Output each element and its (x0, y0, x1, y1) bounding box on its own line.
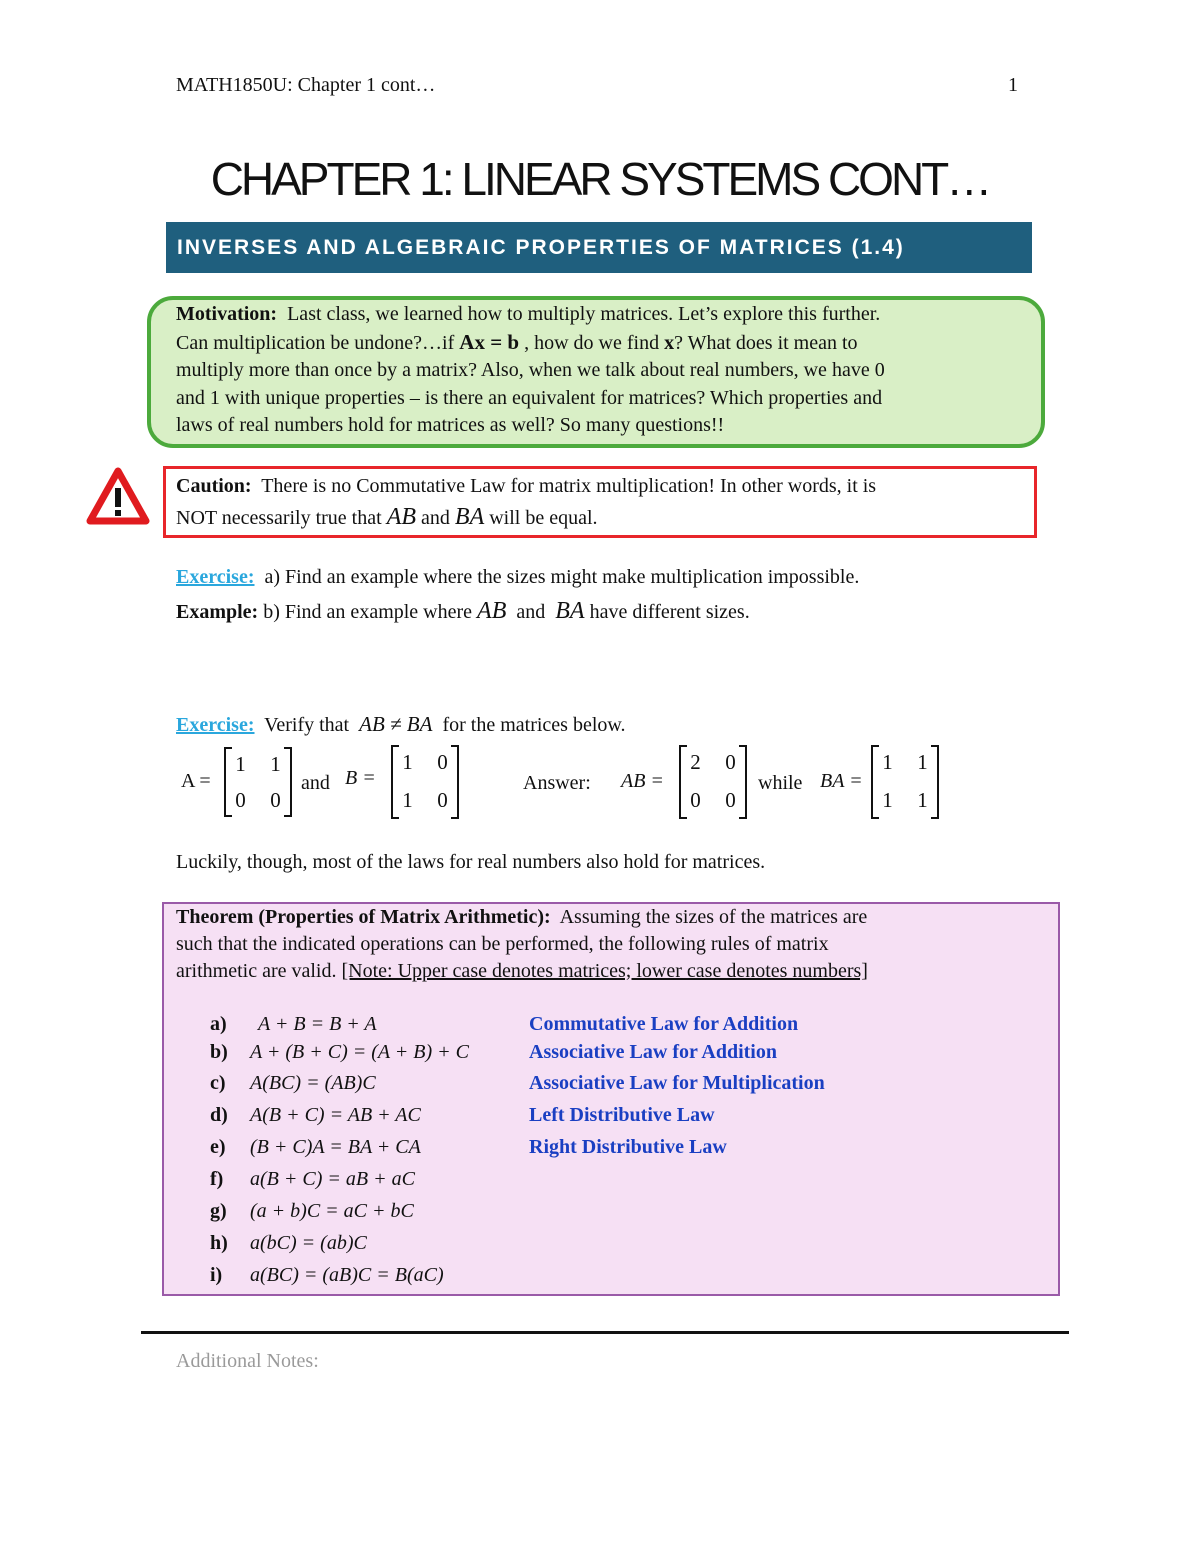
caution-label: Caution: (176, 475, 252, 497)
exercise-a-text: a) Find an example where the sizes might make multiplication impossible. (264, 566, 860, 588)
rule-label: g) (210, 1200, 227, 1222)
rule-row (210, 1136, 970, 1168)
matrix-cell: 1 (235, 752, 246, 776)
rule-row (210, 1072, 970, 1104)
matrix-ba-body (870, 744, 940, 820)
exercise-a (176, 566, 859, 589)
rule-row (210, 1168, 970, 1200)
caution-and: and (421, 507, 450, 529)
rule-law-name: Right Distributive Law (529, 1136, 727, 1158)
warning-triangle-icon (86, 467, 150, 525)
exercise-verify-text-a: Verify that (264, 714, 350, 736)
matrix-cell: 1 (882, 788, 893, 812)
rule-equation: A(B + C) = AB + AC (250, 1104, 421, 1126)
equation-ax-b: Ax = b (459, 329, 520, 354)
and-text: and (301, 772, 330, 794)
rule-equation: a(BC) = (aB)C = B(aC) (250, 1264, 444, 1286)
rule-row (210, 1232, 970, 1264)
rule-label: d) (210, 1104, 228, 1126)
caution-ba: BA (454, 504, 485, 530)
matrix-a-label: A = (181, 770, 211, 792)
motivation-line-2a: Can multiplication be undone?…if (176, 331, 455, 354)
theorem-line-1: Assuming the sizes of the matrices are (559, 906, 868, 928)
rule-row (210, 1041, 970, 1072)
rule-law-name: Commutative Law for Addition (529, 1013, 799, 1035)
footer-divider (141, 1331, 1069, 1334)
matrix-cell: 1 (402, 788, 413, 812)
rule-equation: A + (B + C) = (A + B) + C (250, 1041, 469, 1063)
matrix-cell: 1 (917, 750, 928, 774)
ab-label: AB = (621, 770, 664, 792)
motivation-label: Motivation: (176, 303, 278, 325)
ba-label: BA = (820, 770, 863, 792)
example-b (176, 598, 750, 625)
matrix-a (223, 746, 293, 818)
rule-law-name: Associative Law for Addition (529, 1041, 777, 1063)
motivation-line-4: and 1 with unique properties – is there an equivalent for matrices? Which properties and (176, 386, 883, 409)
rule-label: f) (210, 1168, 224, 1190)
theorem-line-3: arithmetic are valid. (176, 960, 342, 982)
matrix-b-label: B = (345, 767, 376, 789)
rule-equation: (B + C)A = BA + CA (250, 1136, 421, 1158)
matrix-b-body (390, 744, 460, 820)
matrix-a-body (223, 746, 293, 818)
rule-label: b) (210, 1041, 228, 1063)
caution-text (176, 472, 1026, 535)
example-label: Example: (176, 601, 259, 623)
example-and: and (516, 601, 546, 623)
matrix-cell: 1 (882, 750, 893, 774)
example-ba: BA (555, 598, 585, 624)
matrix-cell: 0 (437, 750, 448, 774)
rule-equation: (a + b)C = aC + bC (250, 1200, 414, 1222)
theorem-label: Theorem (Properties of Matrix Arithmetic): (176, 906, 551, 928)
matrix-cell: 0 (235, 788, 246, 812)
matrix-ba (870, 744, 940, 820)
motivation-line-3: multiply more than once by a matrix? Also, when we talk about real numbers, we have 0 (176, 359, 885, 381)
rule-label: e) (210, 1136, 226, 1158)
theorem-note: [Note: Upper case denotes matrices; lower case denotes numbers] (341, 960, 868, 982)
caution-line-2a: NOT necessarily true that (176, 507, 382, 529)
answer-label: Answer: (523, 772, 591, 794)
rule-row (210, 1200, 970, 1232)
rule-label: a) (210, 1013, 227, 1035)
rule-label: c) (210, 1072, 226, 1094)
page-header-title: MATH1850U: Chapter 1 cont… (176, 74, 436, 96)
matrix-cell: 0 (270, 788, 281, 812)
chapter-title: CHAPTER 1: LINEAR SYSTEMS CONT… (210, 153, 990, 205)
caution-line-1: There is no Commutative Law for matrix multiplication! In other words, it is (261, 475, 877, 497)
example-ab: AB (477, 598, 507, 624)
exercise-link-2[interactable]: Exercise: (176, 714, 255, 736)
matrix-cell: 1 (270, 752, 281, 776)
theorem-text (176, 904, 1036, 985)
matrix-cell: 0 (725, 788, 736, 812)
caution-line-2b: will be equal. (489, 507, 598, 529)
motivation-line-1: Last class, we learned how to multiply matrices. Let’s explore this further. (287, 303, 881, 325)
example-b-text-b: have different sizes. (589, 601, 750, 623)
motivation-line-2c: ? What does it mean to (674, 331, 858, 354)
exercise-verify (176, 712, 626, 737)
exercise-link[interactable]: Exercise: (176, 566, 255, 588)
matrix-cell: 2 (690, 750, 701, 774)
motivation-text (176, 301, 1026, 440)
exercise-verify-text-b: for the matrices below. (442, 714, 626, 736)
motivation-line-2b: , how do we find (524, 331, 660, 354)
matrix-b (390, 744, 460, 820)
matrix-cell: 0 (437, 788, 448, 812)
rule-label: i) (210, 1264, 223, 1286)
rule-equation: A + B = B + A (258, 1013, 377, 1035)
rule-law-name: Left Distributive Law (529, 1104, 715, 1126)
matrix-cell: 0 (725, 750, 736, 774)
motivation-line-5: laws of real numbers hold for matrices as well? So many questions!! (176, 414, 725, 436)
matrix-cell: 1 (402, 750, 413, 774)
caution-ab: AB (386, 504, 417, 530)
rule-law-name: Associative Law for Multiplication (529, 1072, 825, 1094)
while-text: while (758, 772, 803, 794)
matrix-ab (678, 744, 748, 820)
rule-label: h) (210, 1232, 228, 1254)
rule-equation: A(BC) = (AB)C (250, 1072, 376, 1094)
section-banner: INVERSES AND ALGEBRAIC PROPERTIES OF MATRICES (1.4) (166, 222, 1032, 273)
ab-neq-ba: AB ≠ BA (359, 712, 433, 736)
rule-row (210, 1264, 970, 1296)
luckily-text: Luckily, though, most of the laws for real numbers also hold for matrices. (176, 851, 766, 873)
rule-equation: a(B + C) = aB + aC (250, 1168, 415, 1190)
matrix-cell: 1 (917, 788, 928, 812)
example-b-text-a: b) Find an example where (263, 601, 473, 623)
rule-equation: a(bC) = (ab)C (250, 1232, 367, 1254)
rules-list (210, 1013, 970, 1296)
rule-row (210, 1104, 970, 1136)
vector-x: x (664, 331, 675, 354)
rule-row (210, 1013, 970, 1041)
page-number: 1 (1008, 74, 1018, 96)
matrix-cell: 0 (690, 788, 701, 812)
additional-notes-label: Additional Notes: (176, 1350, 319, 1372)
matrix-ab-body (678, 744, 748, 820)
theorem-line-2: such that the indicated operations can be performed, the following rules of matrix (176, 933, 829, 955)
